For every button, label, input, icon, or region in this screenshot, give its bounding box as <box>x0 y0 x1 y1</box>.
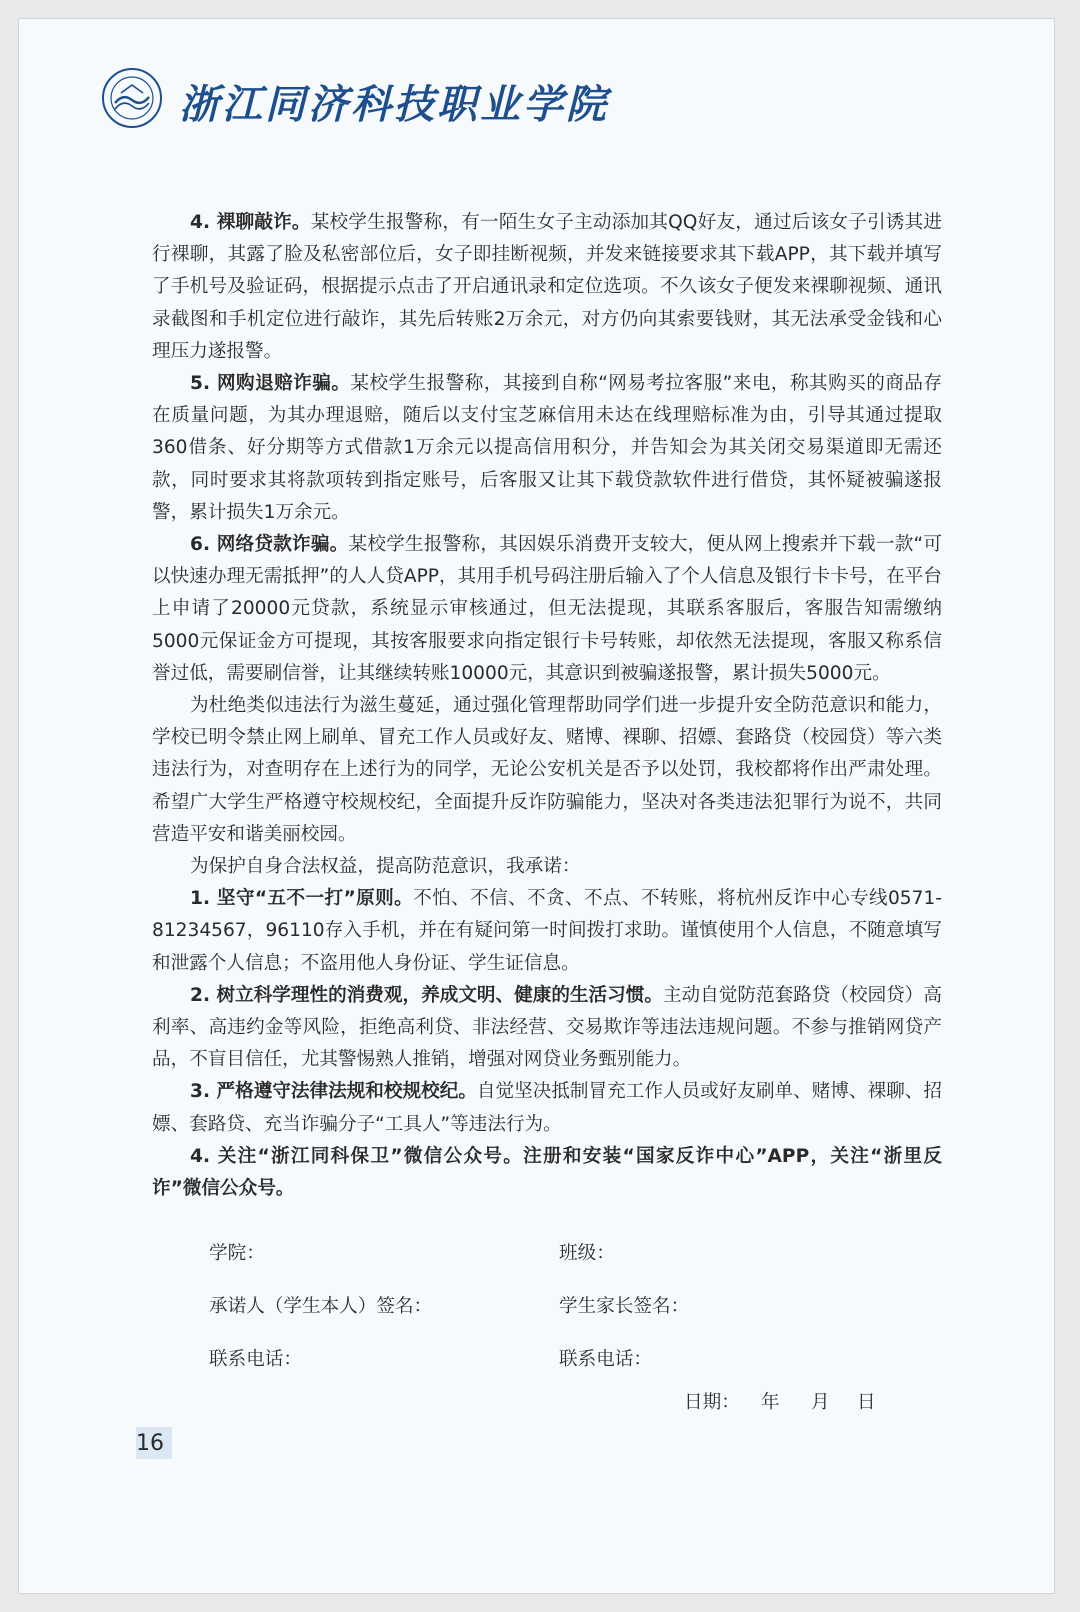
page-header <box>101 67 621 157</box>
paragraph-heading: 2. 树立科学理性的消费观，养成文明、健康的生活习惯。 <box>190 984 663 1006</box>
paragraph-text: 自觉坚决抵制冒充工作人员或好友刷单、赌博、裸聊、招嫖、套路贷、充当诈骗分子“工具人”等违法行为。 <box>152 1081 942 1135</box>
parent-phone-label: 联系电话： <box>559 1349 652 1370</box>
paragraph-heading: 4. 关注“浙江同科保卫”微信公众号。注册和安装“国家反诈中心”APP，关注“浙里反诈”微信公众号。 <box>152 1145 942 1200</box>
paragraph-heading: 1. 坚守“五不一打”原则。 <box>190 888 414 910</box>
case-paragraph-4 <box>152 207 942 368</box>
pledge-item-1 <box>152 883 942 980</box>
document-body <box>152 207 942 1205</box>
paragraph-text: 为保护自身合法权益，提高防范意识，我承诺： <box>190 856 581 878</box>
policy-paragraph <box>152 690 942 851</box>
date-day: 日 <box>857 1392 876 1413</box>
pledge-intro <box>152 851 942 883</box>
paragraph-heading: 6. 网络贷款诈骗。 <box>190 534 349 556</box>
school-name: 浙江同济科技职业学院 <box>179 81 609 128</box>
date-year: 年 <box>761 1392 780 1413</box>
date-month: 月 <box>811 1392 830 1413</box>
student-phone-label: 联系电话： <box>209 1349 302 1370</box>
page-number: 16 <box>136 1427 172 1459</box>
school-seal-icon <box>101 67 163 129</box>
paragraph-text: 不怕、不信、不贪、不点、不转账，将杭州反诈中心专线0571-81234567，96110存入手机，并在有疑问第一时间拨打求助。谨慎使用个人信息，不随意填写和泄露个人信息；不盗用他人身份证、学生证信息。 <box>152 888 943 974</box>
paragraph-text: 某校学生报警称，其接到自称“网易考拉客服”来电，称其购买的商品存在质量问题，为其办理退赔，随后以支付宝芝麻信用未达在线理赔标准为由，引导其通过提取360借条、好分期等方式借款1万余元以提高信用积分，并告知会为其关闭交易渠道即无需还款，同时要求其将款项转到指定账号，后客服又让其下载贷款软件进行借贷，其怀疑被骗遂报警，累计损失1万余元。 <box>152 373 942 523</box>
pledge-item-2 <box>152 980 942 1077</box>
paragraph-text: 为杜绝类似违法行为滋生蔓延，通过强化管理帮助同学们进一步提升安全防范意识和能力，学校已明令禁止网上刷单、冒充工作人员或好友、赌博、裸聊、招嫖、套路贷（校园贷）等六类违法行为，对查明存在上述行为的同学，无论公安机关是否予以处罚，我校都将作出严肃处理。希望广大学生严格遵守校规校纪，全面提升反诈防骗能力，坚决对各类违法犯罪行为说不，共同营造平安和谐美丽校园。 <box>152 695 942 845</box>
case-paragraph-5 <box>152 368 942 529</box>
college-field-label: 学院： <box>209 1243 265 1264</box>
pledge-item-4 <box>152 1141 942 1205</box>
date-label: 日期： <box>684 1392 740 1413</box>
paragraph-heading: 5. 网购退赔诈骗。 <box>190 373 351 395</box>
class-field-label: 班级： <box>559 1243 615 1264</box>
paragraph-text: 主动自觉防范套路贷（校园贷）高利率、高违约金等风险，拒绝高利贷、非法经营、交易欺诈等违法违规问题。不参与推销网贷产品，不盲目信任，尤其警惕熟人推销，增强对网贷业务甄别能力。 <box>152 984 942 1071</box>
paragraph-heading: 3. 严格遵守法律法规和校规校纪。 <box>190 1081 477 1103</box>
case-paragraph-6 <box>152 529 942 690</box>
paragraph-text: 某校学生报警称，其因娱乐消费开支较大，便从网上搜索并下载一款“可以快速办理无需抵押”的人人贷APP，其用手机号码注册后输入了个人信息及银行卡卡号，在平台上申请了20000元贷款，系统显示审核通过，但无法提现，其联系客服后，客服告知需缴纳5000元保证金方可提现，其按客服要求向指定银行卡号转账，却依然无法提现，客服又称系信誉过低，需要刷信誉，让其继续转账10000元，其意识到被骗遂报警，累计损失5000元。 <box>152 534 942 684</box>
document-page <box>18 18 1055 1594</box>
paragraph-heading: 4. 裸聊敲诈。 <box>190 212 311 233</box>
parent-signature-label: 学生家长签名： <box>559 1296 690 1317</box>
promiser-signature-label: 承诺人（学生本人）签名： <box>209 1296 433 1317</box>
pledge-item-3 <box>152 1076 942 1140</box>
paragraph-text: 某校学生报警称，有一陌生女子主动添加其QQ好友，通过后该女子引诱其进行裸聊，其露了脸及私密部位后，女子即挂断视频，并发来链接要求其下载APP，其下载并填写了手机号及验证码，根据提示点击了开启通讯录和定位选项。不久该女子便发来裸聊视频、通讯录截图和手机定位进行敲诈，其先后转账2万余元，对方仍向其索要钱财，其无法承受金钱和心理压力遂报警。 <box>152 212 942 362</box>
